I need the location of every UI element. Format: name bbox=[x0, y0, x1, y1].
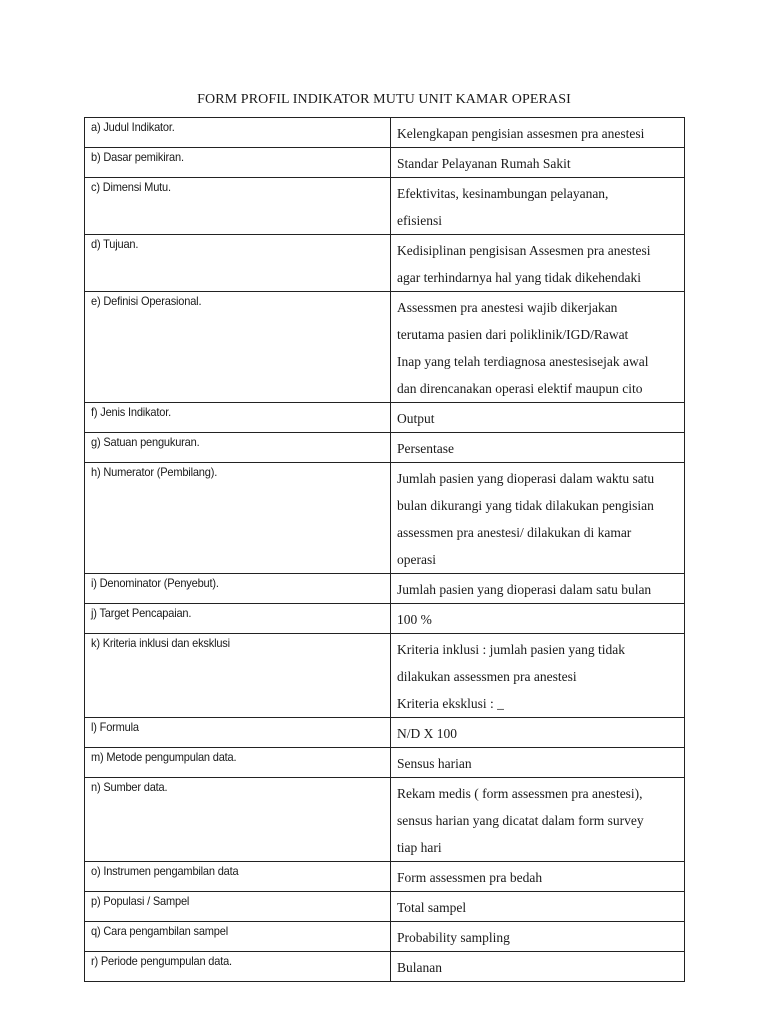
row-value-line: Kriteria eksklusi : _ bbox=[397, 696, 504, 711]
row-value-cell bbox=[391, 463, 685, 574]
row-value-cell bbox=[391, 778, 685, 862]
row-value-cell bbox=[391, 292, 685, 403]
row-label: p) Populasi / Sampel bbox=[91, 894, 190, 908]
row-value-line: agar terhindarnya hal yang tidak dikehendaki bbox=[397, 270, 642, 285]
row-value-cell bbox=[391, 862, 685, 892]
table-row bbox=[85, 292, 685, 403]
row-value-line: Jumlah pasien yang dioperasi dalam waktu satu bbox=[397, 471, 655, 486]
row-value-line: efisiensi bbox=[397, 213, 442, 228]
row-label: i) Denominator (Penyebut). bbox=[91, 576, 219, 590]
row-label: j) Target Pencapaian. bbox=[91, 606, 192, 620]
row-label: h) Numerator (Pembilang). bbox=[91, 465, 218, 479]
row-value-line: Efektivitas, kesinambungan pelayanan, bbox=[397, 186, 609, 201]
row-label: g) Satuan pengukuran. bbox=[91, 435, 200, 449]
row-value-line: Output bbox=[397, 411, 435, 426]
row-value-line: Inap yang telah terdiagnosa anestesisejak awal bbox=[397, 354, 649, 369]
row-value-line: tiap hari bbox=[397, 840, 442, 855]
row-value-cell bbox=[391, 718, 685, 748]
row-value-line: 100 % bbox=[397, 612, 432, 627]
row-value-line: terutama pasien dari poliklinik/IGD/Rawat bbox=[397, 327, 629, 342]
form-title: FORM PROFIL INDIKATOR MUTU UNIT KAMAR OPERASI bbox=[197, 92, 571, 107]
row-label-cell bbox=[85, 634, 391, 718]
row-value-cell bbox=[391, 892, 685, 922]
row-value-line: sensus harian yang dicatat dalam form survey bbox=[397, 813, 644, 828]
row-value-line: dilakukan assessmen pra anestesi bbox=[397, 669, 577, 684]
row-value-line: Bulanan bbox=[397, 960, 442, 975]
row-label-cell bbox=[85, 604, 391, 634]
row-value-line: Sensus harian bbox=[397, 756, 472, 771]
row-value-cell bbox=[391, 634, 685, 718]
row-label: k) Kriteria inklusi dan eksklusi bbox=[91, 636, 230, 650]
row-label: e) Definisi Operasional. bbox=[91, 294, 202, 308]
row-label-cell bbox=[85, 403, 391, 433]
row-value-line: Total sampel bbox=[397, 900, 467, 915]
row-label: b) Dasar pemikiran. bbox=[91, 150, 184, 164]
row-label: q) Cara pengambilan sampel bbox=[91, 924, 228, 938]
row-value-line: Probability sampling bbox=[397, 930, 510, 945]
row-value-line: Form assessmen pra bedah bbox=[397, 870, 543, 885]
row-value-line: operasi bbox=[397, 552, 436, 567]
table-row bbox=[85, 463, 685, 574]
row-value-cell bbox=[391, 604, 685, 634]
table-row bbox=[85, 118, 685, 148]
row-value-cell bbox=[391, 574, 685, 604]
row-label-cell bbox=[85, 148, 391, 178]
row-value-cell bbox=[391, 952, 685, 982]
row-label: c) Dimensi Mutu. bbox=[91, 180, 171, 194]
table-row bbox=[85, 604, 685, 634]
row-label: d) Tujuan. bbox=[91, 237, 139, 251]
row-label-cell bbox=[85, 748, 391, 778]
row-label-cell bbox=[85, 235, 391, 292]
row-value-line: Kelengkapan pengisian assesmen pra anestesi bbox=[397, 126, 645, 141]
row-value-line: Jumlah pasien yang dioperasi dalam satu bulan bbox=[397, 582, 652, 597]
row-label-cell bbox=[85, 463, 391, 574]
table-row bbox=[85, 148, 685, 178]
table-row bbox=[85, 922, 685, 952]
row-label-cell bbox=[85, 178, 391, 235]
table-row bbox=[85, 433, 685, 463]
table-row bbox=[85, 778, 685, 862]
row-label-cell bbox=[85, 922, 391, 952]
table-row bbox=[85, 235, 685, 292]
table-row bbox=[85, 892, 685, 922]
row-label-cell bbox=[85, 118, 391, 148]
row-label: n) Sumber data. bbox=[91, 780, 168, 794]
table-row bbox=[85, 403, 685, 433]
row-label-cell bbox=[85, 862, 391, 892]
row-value-cell bbox=[391, 922, 685, 952]
table-row bbox=[85, 748, 685, 778]
row-value-cell bbox=[391, 148, 685, 178]
row-label-cell bbox=[85, 778, 391, 862]
row-value-line: Standar Pelayanan Rumah Sakit bbox=[397, 156, 571, 171]
row-value-cell bbox=[391, 403, 685, 433]
row-value-cell bbox=[391, 178, 685, 235]
row-value-cell bbox=[391, 235, 685, 292]
row-label: f) Jenis Indikator. bbox=[91, 405, 171, 419]
row-label: l) Formula bbox=[91, 720, 139, 734]
row-value-line: Assessmen pra anestesi wajib dikerjakan bbox=[397, 300, 618, 315]
row-label: o) Instrumen pengambilan data bbox=[91, 864, 239, 878]
row-value-line: Persentase bbox=[397, 441, 454, 456]
row-label-cell bbox=[85, 952, 391, 982]
row-value-line: Rekam medis ( form assessmen pra anestesi), bbox=[397, 786, 643, 801]
row-value-line: N/D X 100 bbox=[397, 726, 457, 741]
table-row bbox=[85, 574, 685, 604]
row-label-cell bbox=[85, 718, 391, 748]
row-label-cell bbox=[85, 292, 391, 403]
table-row bbox=[85, 178, 685, 235]
row-label-cell bbox=[85, 433, 391, 463]
row-label: a) Judul Indikator. bbox=[91, 120, 175, 134]
table-row bbox=[85, 952, 685, 982]
row-value-line: Kriteria inklusi : jumlah pasien yang tidak bbox=[397, 642, 625, 657]
row-value-line: assessmen pra anestesi/ dilakukan di kamar bbox=[397, 525, 632, 540]
row-label: r) Periode pengumpulan data. bbox=[91, 954, 232, 968]
table-row bbox=[85, 862, 685, 892]
table-row bbox=[85, 718, 685, 748]
table-row bbox=[85, 634, 685, 718]
indicator-profile-table bbox=[84, 117, 685, 982]
row-value-cell bbox=[391, 748, 685, 778]
row-value-cell bbox=[391, 433, 685, 463]
row-value-line: dan direncanakan operasi elektif maupun cito bbox=[397, 381, 643, 396]
row-label-cell bbox=[85, 574, 391, 604]
row-label-cell bbox=[85, 892, 391, 922]
row-label: m) Metode pengumpulan data. bbox=[91, 750, 237, 764]
row-value-cell bbox=[391, 118, 685, 148]
row-value-line: Kedisiplinan pengisisan Assesmen pra anestesi bbox=[397, 243, 651, 258]
row-value-line: bulan dikurangi yang tidak dilakukan pengisian bbox=[397, 498, 654, 513]
